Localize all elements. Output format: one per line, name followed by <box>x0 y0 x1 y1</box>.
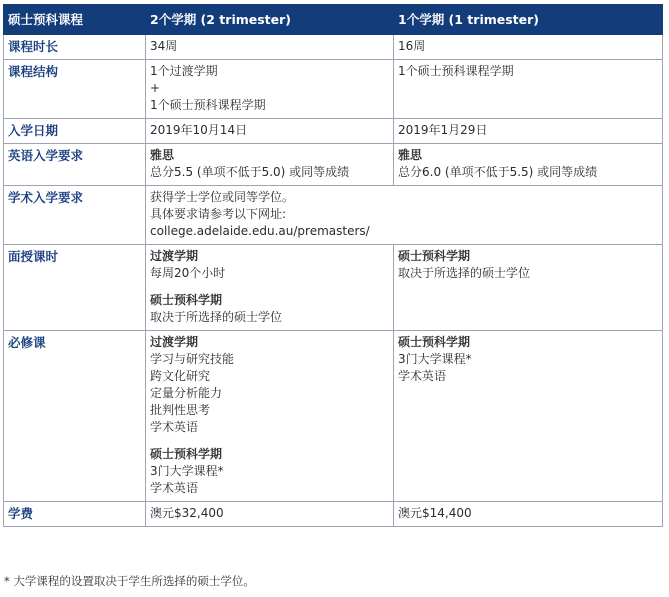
table-row-duration <box>4 35 663 60</box>
fees-two: 澳元$32,400 <box>146 502 394 527</box>
table-row-contact-hours <box>4 245 663 331</box>
table-row-core <box>4 331 663 502</box>
course-item: 学术英语 <box>398 369 447 383</box>
course-item: 学习与研究技能 <box>150 352 235 366</box>
intake-one: 2019年1月29日 <box>394 119 663 144</box>
header-two-trimester: 2个学期 (2 trimester) <box>146 5 394 35</box>
term-title: 硕士预科学期 <box>398 335 471 349</box>
structure-two <box>146 60 394 119</box>
program-table <box>3 4 663 527</box>
structure-one: 1个硕士预科课程学期 <box>394 60 663 119</box>
ielts-score: 总分5.5 (单项不低于5.0) 或同等成绩 <box>150 165 350 179</box>
row-label: 入学日期 <box>4 119 146 144</box>
contact-two <box>146 245 394 331</box>
ielts-title: 雅思 <box>398 148 423 162</box>
term-title: 过渡学期 <box>150 249 199 263</box>
header-one-trimester: 1个学期 (1 trimester) <box>394 5 663 35</box>
course-item: 跨文化研究 <box>150 369 211 383</box>
course-item: 3门大学课程* <box>398 352 472 366</box>
row-label: 课程结构 <box>4 60 146 119</box>
table-row-intake <box>4 119 663 144</box>
ielts-score: 总分6.0 (单项不低于5.5) 或同等成绩 <box>398 165 598 179</box>
academic-line: 获得学士学位或同等学位。 <box>150 190 295 204</box>
english-one <box>394 144 663 186</box>
table-row-structure <box>4 60 663 119</box>
structure-line: 1个硕士预科课程学期 <box>150 98 266 112</box>
course-item: 学术英语 <box>150 481 199 495</box>
course-item: 3门大学课程* <box>150 464 224 478</box>
duration-one: 16周 <box>394 35 663 60</box>
table-row-english <box>4 144 663 186</box>
row-label: 学费 <box>4 502 146 527</box>
intake-two: 2019年10月14日 <box>146 119 394 144</box>
structure-line: 1个过渡学期 <box>150 64 218 78</box>
row-label: 必修课 <box>4 331 146 502</box>
term-title: 硕士预科学期 <box>398 249 471 263</box>
table-header-row <box>4 5 663 35</box>
term-detail: 取决于所选择的硕士学位 <box>150 310 283 324</box>
contact-one <box>394 245 663 331</box>
duration-two: 34周 <box>146 35 394 60</box>
term-detail: 每周20个小时 <box>150 266 226 280</box>
term-title: 硕士预科学期 <box>150 293 223 307</box>
table-row-fees <box>4 502 663 527</box>
academic-line: 具体要求请参考以下网址: <box>150 207 287 221</box>
row-label: 学术入学要求 <box>4 186 146 245</box>
core-one <box>394 331 663 502</box>
academic-url: college.adelaide.edu.au/premasters/ <box>150 224 370 238</box>
header-program: 硕士预科课程 <box>4 5 146 35</box>
term-title: 过渡学期 <box>150 335 199 349</box>
course-item: 学术英语 <box>150 420 199 434</box>
term-detail: 取决于所选择的硕士学位 <box>398 266 531 280</box>
fees-one: 澳元$14,400 <box>394 502 663 527</box>
row-label: 课程时长 <box>4 35 146 60</box>
course-item: 批判性思考 <box>150 403 211 417</box>
structure-plus: + <box>150 81 161 95</box>
course-item: 定量分析能力 <box>150 386 223 400</box>
core-two <box>146 331 394 502</box>
academic-requirements <box>146 186 663 245</box>
row-label: 英语入学要求 <box>4 144 146 186</box>
english-two <box>146 144 394 186</box>
table-row-academic <box>4 186 663 245</box>
ielts-title: 雅思 <box>150 148 175 162</box>
term-title: 硕士预科学期 <box>150 447 223 461</box>
footnote: * 大学课程的设置取决于学生所选择的硕士学位。 <box>4 574 255 588</box>
row-label: 面授课时 <box>4 245 146 331</box>
